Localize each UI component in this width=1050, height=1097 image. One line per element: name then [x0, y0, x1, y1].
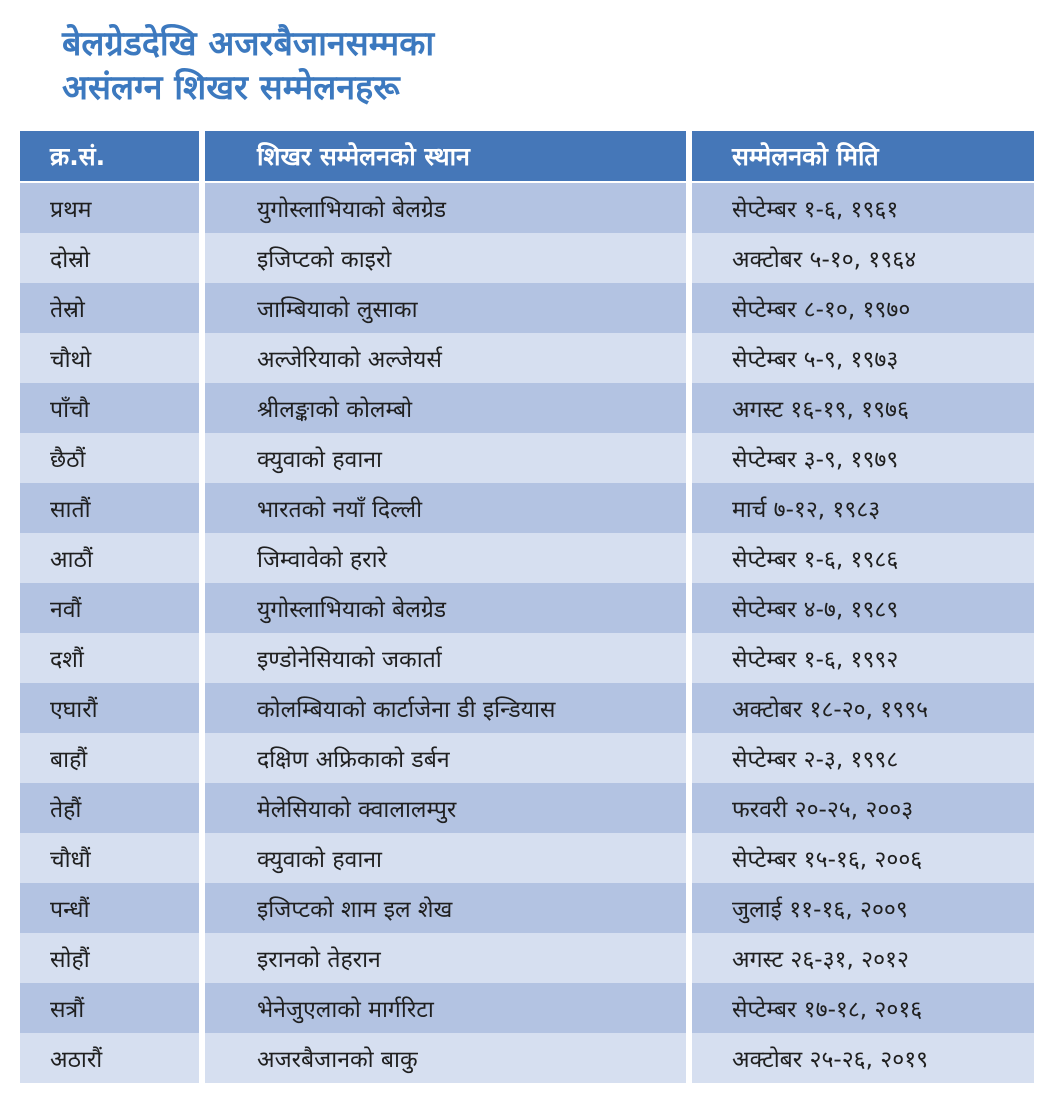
- date-cell: अक्टोबर १८-२०, १९९५: [692, 683, 1034, 733]
- location-cell: जाम्बियाको लुसाका: [205, 283, 686, 333]
- date-cell: अक्टोबर २५-२६, २०१९: [692, 1033, 1034, 1083]
- date-cell: अगस्ट २६-३१, २०१२: [692, 933, 1034, 983]
- location-cell: इजिप्टको शाम इल शेख: [205, 883, 686, 933]
- date-cell: सेप्टेम्बर १-६, १९८६: [692, 533, 1034, 583]
- date-cell: सेप्टेम्बर १-६, १९९२: [692, 633, 1034, 683]
- location-cell: दक्षिण अफ्रिकाको डर्बन: [205, 733, 686, 783]
- summit-table: [20, 131, 1034, 1083]
- date-cell: सेप्टेम्बर ३-९, १९७९: [692, 433, 1034, 483]
- location-cell: अल्जेरियाको अल्जेयर्स: [205, 333, 686, 383]
- serial-cell: तेहौं: [20, 783, 199, 833]
- table-row: [20, 833, 1034, 883]
- date-cell: सेप्टेम्बर १५-१६, २००६: [692, 833, 1034, 883]
- table-row: [20, 333, 1034, 383]
- date-cell: सेप्टेम्बर २-३, १९९८: [692, 733, 1034, 783]
- serial-cell: तेस्रो: [20, 283, 199, 333]
- table-row: [20, 383, 1034, 433]
- table-row: [20, 1033, 1034, 1083]
- table-row: [20, 983, 1034, 1033]
- serial-cell: पाँचौ: [20, 383, 199, 433]
- serial-cell: पन्धौं: [20, 883, 199, 933]
- header-location: शिखर सम्मेलनको स्थान: [205, 131, 686, 181]
- serial-cell: आठौं: [20, 533, 199, 583]
- date-cell: सेप्टेम्बर १७-१८, २०१६: [692, 983, 1034, 1033]
- serial-cell: सोहौं: [20, 933, 199, 983]
- header-serial: क्र.सं.: [20, 131, 199, 181]
- table-row: [20, 533, 1034, 583]
- table-row: [20, 633, 1034, 683]
- location-cell: जिम्वावेको हरारे: [205, 533, 686, 583]
- serial-cell: सातौं: [20, 483, 199, 533]
- location-cell: इरानको तेहरान: [205, 933, 686, 983]
- location-cell: कोलम्बियाको कार्टाजेना डी इन्डियास: [205, 683, 686, 733]
- location-cell: श्रीलङ्काको कोलम्बो: [205, 383, 686, 433]
- page-title: [62, 22, 434, 110]
- serial-cell: बाहौं: [20, 733, 199, 783]
- table-row: [20, 683, 1034, 733]
- date-cell: सेप्टेम्बर १-६, १९६१: [692, 183, 1034, 233]
- location-cell: भेनेजुएलाको मार्गरिटा: [205, 983, 686, 1033]
- title-line-2: असंलग्न शिखर सम्मेलनहरू: [62, 68, 400, 108]
- title-line-1: बेलग्रेडदेखि अजरबैजानसम्मका: [62, 24, 435, 64]
- table-row: [20, 733, 1034, 783]
- serial-cell: चौधौं: [20, 833, 199, 883]
- date-cell: अक्टोबर ५-१०, १९६४: [692, 233, 1034, 283]
- date-cell: सेप्टेम्बर ५-९, १९७३: [692, 333, 1034, 383]
- serial-cell: प्रथम: [20, 183, 199, 233]
- serial-cell: नवौं: [20, 583, 199, 633]
- table-row: [20, 783, 1034, 833]
- location-cell: क्युवाको हवाना: [205, 433, 686, 483]
- table-body: [20, 183, 1034, 1083]
- date-cell: सेप्टेम्बर ४-७, १९८९: [692, 583, 1034, 633]
- location-cell: मेलेसियाको क्वालालम्पुर: [205, 783, 686, 833]
- date-cell: सेप्टेम्बर ८-१०, १९७०: [692, 283, 1034, 333]
- table-row: [20, 583, 1034, 633]
- serial-cell: एघारौं: [20, 683, 199, 733]
- location-cell: युगोस्लाभियाको बेलग्रेड: [205, 583, 686, 633]
- date-cell: जुलाई ११-१६, २००९: [692, 883, 1034, 933]
- date-cell: अगस्ट १६-१९, १९७६: [692, 383, 1034, 433]
- table-row: [20, 483, 1034, 533]
- location-cell: इजिप्टको काइरो: [205, 233, 686, 283]
- table-header-row: [20, 131, 1034, 181]
- table-row: [20, 433, 1034, 483]
- table-row: [20, 283, 1034, 333]
- serial-cell: छैठौं: [20, 433, 199, 483]
- location-cell: भारतको नयाँ दिल्ली: [205, 483, 686, 533]
- location-cell: क्युवाको हवाना: [205, 833, 686, 883]
- table-row: [20, 933, 1034, 983]
- location-cell: अजरबैजानको बाकु: [205, 1033, 686, 1083]
- serial-cell: दशौं: [20, 633, 199, 683]
- date-cell: फरवरी २०-२५, २००३: [692, 783, 1034, 833]
- location-cell: इण्डोनेसियाको जकार्ता: [205, 633, 686, 683]
- serial-cell: दोस्रो: [20, 233, 199, 283]
- table-row: [20, 183, 1034, 233]
- serial-cell: सत्रौं: [20, 983, 199, 1033]
- serial-cell: अठारौं: [20, 1033, 199, 1083]
- header-date: सम्मेलनको मिति: [692, 131, 1034, 181]
- table-row: [20, 883, 1034, 933]
- date-cell: मार्च ७-१२, १९८३: [692, 483, 1034, 533]
- table-row: [20, 233, 1034, 283]
- serial-cell: चौथो: [20, 333, 199, 383]
- location-cell: युगोस्लाभियाको बेलग्रेड: [205, 183, 686, 233]
